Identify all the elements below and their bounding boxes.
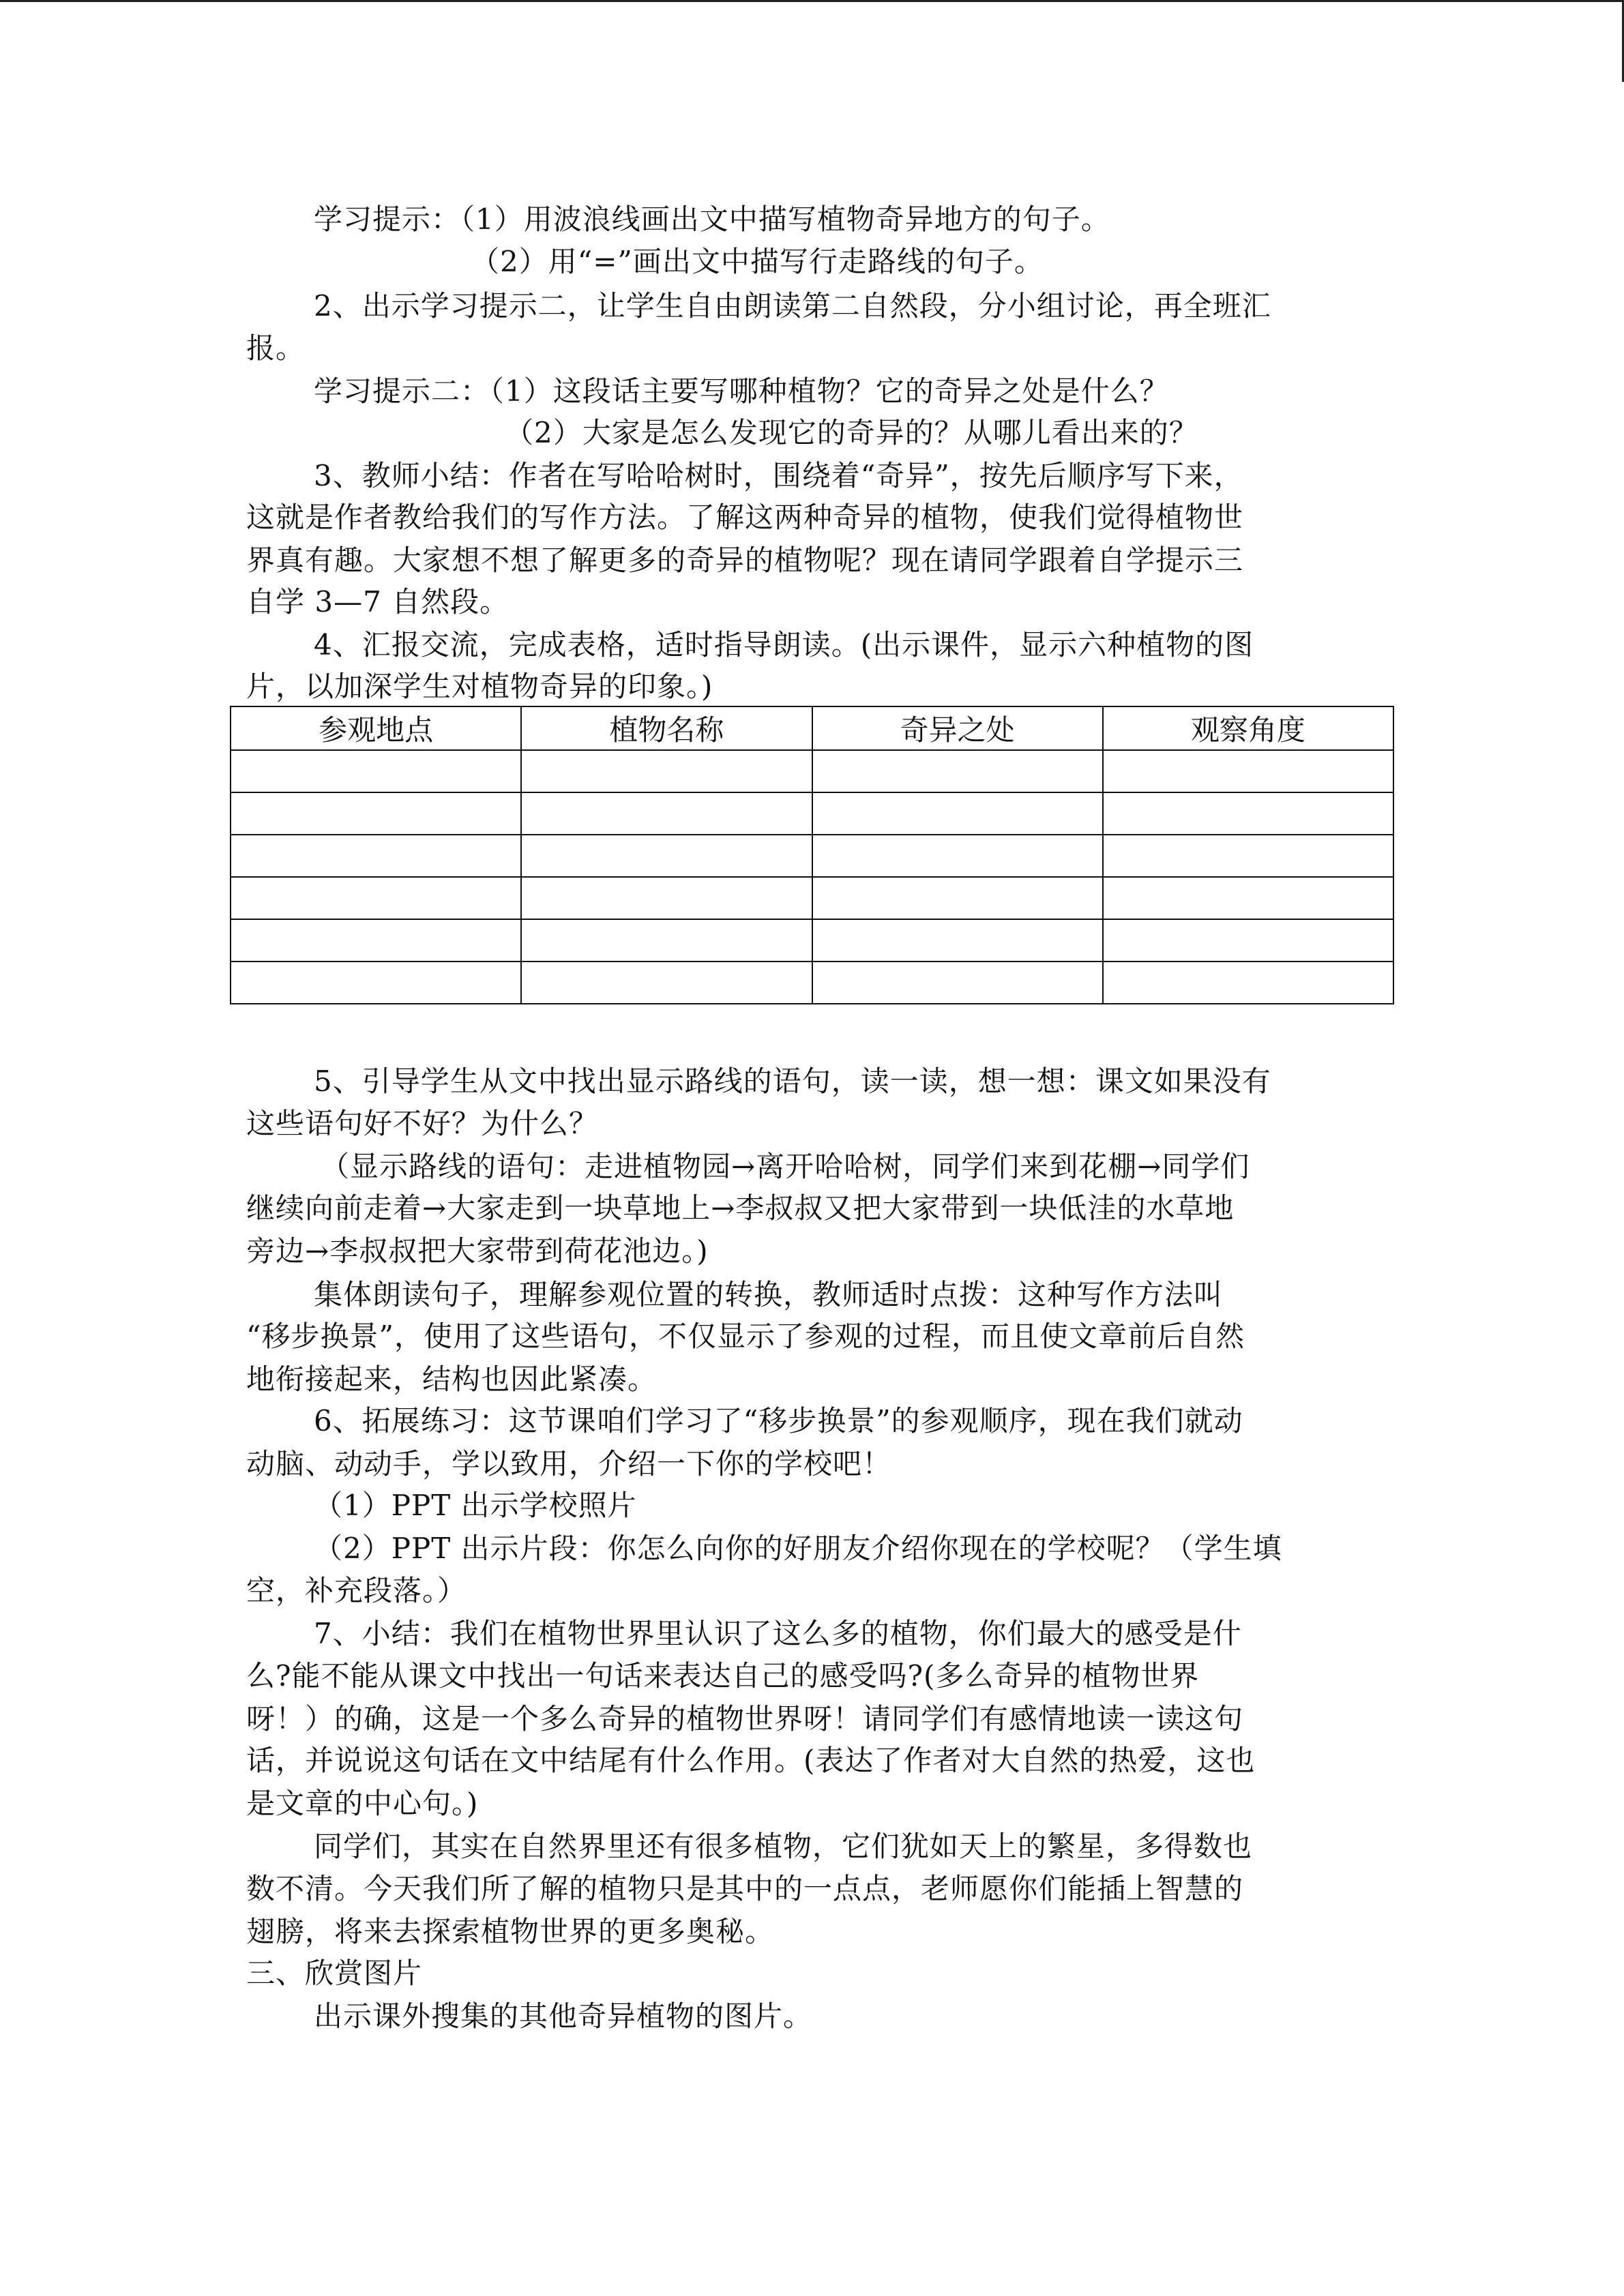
observation-table [230, 706, 1394, 1004]
table-cell [1103, 792, 1393, 835]
table-cell [812, 792, 1103, 835]
table-cell [521, 792, 812, 835]
table-cell [521, 961, 812, 1004]
table-header-cell: 植物名称 [521, 706, 812, 750]
table-row [231, 835, 1393, 877]
table-header-cell: 参观地点 [231, 706, 521, 750]
table-cell [812, 919, 1103, 961]
table-header-cell: 奇异之处 [812, 706, 1103, 750]
table-row [231, 750, 1393, 792]
text-line: 自学 3—7 自然段。 [246, 585, 510, 618]
text-line: 继续向前走着→大家走到一块草地上→李叔叔又把大家带到一块低洼的水草地 [246, 1191, 1235, 1225]
table-cell [1103, 961, 1393, 1004]
text-line: 翅膀，将来去探索植物世界的更多奥秘。 [246, 1915, 775, 1948]
text-line: 这就是作者教给我们的写作方法。了解这两种奇异的植物，使我们觉得植物世 [246, 501, 1244, 534]
table-cell [812, 750, 1103, 792]
table-cell [231, 750, 521, 792]
text-line: 报。 [246, 331, 306, 365]
table-row [231, 792, 1393, 835]
text-line: 呀！）的确，这是一个多么奇异的植物世界呀！请同学们有感情地读一读这句 [246, 1702, 1244, 1735]
table-cell [521, 919, 812, 961]
table-row [231, 877, 1393, 919]
text-line: 这些语句好不好？为什么？ [246, 1107, 599, 1140]
text-line: （1）PPT 出示学校照片 [314, 1489, 637, 1522]
table-cell [231, 792, 521, 835]
text-line: 学习提示二：（1）这段话主要写哪种植物？它的奇异之处是什么？ [314, 374, 1169, 408]
page-border-top [0, 0, 1624, 2]
text-line: 集体朗读句子，理解参观位置的转换，教师适时点拨：这种写作方法叫 [314, 1278, 1224, 1311]
text-line: 7、小结：我们在植物世界里认识了这么多的植物，你们最大的感受是什 [314, 1617, 1242, 1650]
text-line: 界真有趣。大家想不想了解更多的奇异的植物呢？现在请同学跟着自学提示三 [246, 543, 1244, 577]
table-row [231, 961, 1393, 1004]
text-line: 空，补充段落。） [246, 1574, 467, 1607]
text-line: 6、拓展练习：这节课咱们学习了“移步换景”的参观顺序，现在我们就动 [314, 1404, 1243, 1437]
text-line: 么?能不能从课文中找出一句话来表达自己的感受吗?(多么奇异的植物世界 [246, 1659, 1200, 1693]
text-line: （显示路线的语句：走进植物园→离开哈哈树，同学们来到花棚→同学们 [321, 1150, 1250, 1183]
table-cell [1103, 919, 1393, 961]
text-line: 学习提示：（1）用波浪线画出文中描写植物奇异地方的句子。 [314, 203, 1110, 236]
table-cell [812, 877, 1103, 919]
text-line: 2、出示学习提示二，让学生自由朗读第二自然段，分小组讨论，再全班汇 [314, 289, 1271, 323]
table-cell [231, 835, 521, 877]
text-line: 旁边→李叔叔把大家带到荷花池边。) [246, 1234, 709, 1268]
text-line: “移步换景”，使用了这些语句，不仅显示了参观的过程，而且使文章前后自然 [246, 1320, 1245, 1353]
text-line: 同学们，其实在自然界里还有很多植物，它们犹如天上的繁星，多得数也 [314, 1830, 1253, 1863]
text-line: 数不清。今天我们所了解的植物只是其中的一点点，老师愿你们能插上智慧的 [246, 1872, 1244, 1905]
table-cell [231, 961, 521, 1004]
table-cell [1103, 750, 1393, 792]
table-row [231, 919, 1393, 961]
table-header-row [231, 706, 1393, 750]
text-line: 片，以加深学生对植物奇异的印象。) [246, 670, 713, 703]
table-cell [812, 961, 1103, 1004]
table-cell [1103, 835, 1393, 877]
text-line: 地衔接起来，结构也因此紧凑。 [246, 1362, 658, 1396]
table-cell [231, 919, 521, 961]
text-line: 4、汇报交流，完成表格，适时指导朗读。(出示课件，显示六种植物的图 [314, 628, 1254, 661]
table-header-cell: 观察角度 [1103, 706, 1393, 750]
text-line: （2）大家是怎么发现它的奇异的？从哪儿看出来的？ [505, 416, 1198, 449]
table-cell [231, 877, 521, 919]
text-line: （2）PPT 出示片段：你怎么向你的好朋友介绍你现在的学校呢？（学生填 [314, 1532, 1282, 1565]
table-cell [812, 835, 1103, 877]
text-line: 是文章的中心句。) [246, 1787, 479, 1820]
text-line: （2）用“=”画出文中描写行走路线的句子。 [471, 245, 1044, 278]
table-cell [521, 750, 812, 792]
section-heading: 三、欣赏图片 [246, 1956, 423, 1990]
text-line: 5、引导学生从文中找出显示路线的语句，读一读，想一想：课文如果没有 [314, 1064, 1271, 1098]
table-cell [521, 835, 812, 877]
table-cell [1103, 877, 1393, 919]
text-line: 出示课外搜集的其他奇异植物的图片。 [314, 1999, 813, 2033]
text-line: 话，并说说这句话在文中结尾有什么作用。(表达了作者对大自然的热爱，这也 [246, 1744, 1256, 1777]
text-line: 动脑、动动手，学以致用，介绍一下你的学校吧！ [246, 1447, 892, 1480]
table-cell [521, 877, 812, 919]
text-line: 3、教师小结：作者在写哈哈树时，围绕着“奇异”，按先后顺序写下来， [314, 459, 1243, 492]
